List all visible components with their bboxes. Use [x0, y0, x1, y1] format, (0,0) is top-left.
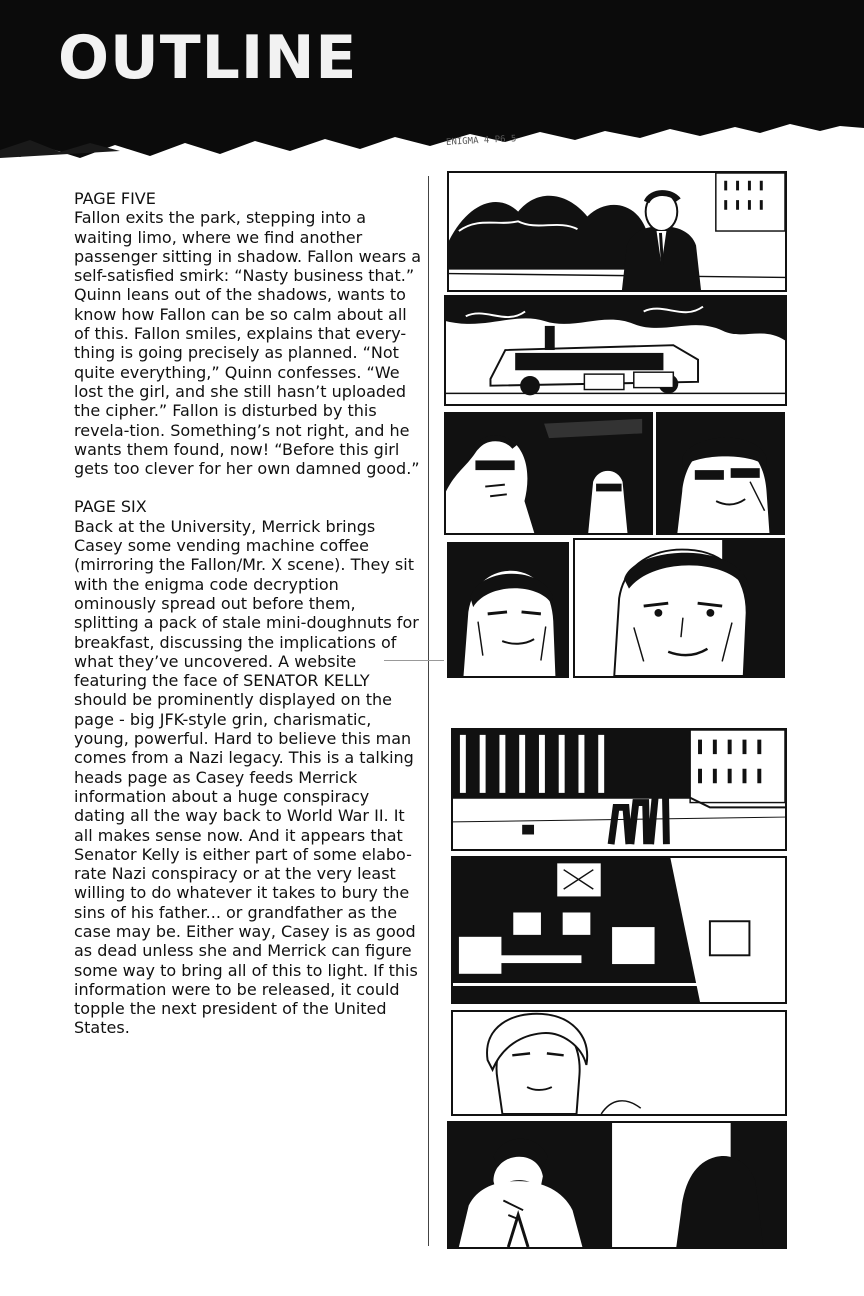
panel-computer-lab-art [453, 858, 785, 1002]
section-heading-page-five: PAGE FIVE [74, 189, 156, 208]
section-heading-page-six: PAGE SIX [74, 497, 147, 517]
panel-computer-lab [451, 856, 787, 1004]
header-band [0, 0, 864, 160]
panel-park-exit-art [449, 173, 785, 290]
panel-limo [444, 295, 787, 406]
section-body-page-five: Fallon exits the park, stepping into a waiting limo, where we find another passenger sitting in shadow. Fallon wears a self-satisfied smirk: “Nasty business that.” Quinn leans out of the shadows, wants to know how Fallon can be so calm about all of this. Fallon smiles, explains that every-thing is going precisely as planned. “Not quite everything,” Quinn confesses. “We lost the girl, and she still hasn’t uploaded the cipher.” Fallon is disturbed by this revela-tion. Something’s not right, and he wants them found, now! “Before this girl gets too clever for her own damned good.” [74, 208, 422, 479]
guide-mark [384, 660, 444, 661]
panel-park-exit [447, 171, 787, 292]
panel-casey-face [451, 1010, 787, 1116]
panel-merrick-silhouette [447, 1121, 787, 1249]
panel-university-art [453, 730, 785, 849]
panel-quinn-closeup-art [449, 544, 567, 676]
panel-university [451, 728, 787, 851]
panel-fallon-closeup-art [575, 540, 783, 676]
page-title: OUTLINE [58, 23, 358, 93]
panel-limo-art [446, 297, 785, 404]
panel-quinn-shadows [444, 412, 653, 535]
panel-fallon-sunglasses [656, 412, 785, 535]
panel-quinn-closeup [447, 542, 569, 678]
outline-text [74, 189, 424, 1038]
margin-note: ENIGMA 4 P6 5 [445, 134, 517, 148]
panel-casey-face-art [453, 1012, 785, 1114]
panel-fallon-closeup [573, 538, 785, 678]
panel-merrick-silhouette-art [449, 1123, 785, 1247]
panel-quinn-shadows-art [446, 414, 651, 533]
column-divider [428, 176, 429, 1246]
panel-fallon-sunglasses-art [658, 414, 783, 533]
section-body-page-six: Back at the University, Merrick brings Casey some vending machine coffee (mirroring the Fallon/Mr. X scene). They sit with the enigma code decryption ominously spread out before them, splitting a pack of stale mini-doughnuts for breakfast, discussing the implications of what they’ve uncovered. A website featuring the face of SENATOR KELLY should be prominently displayed on the page - big JFK-style grin, charismatic, young, powerful. Hard to believe this man comes from a Nazi legacy. This is a talking heads page as Casey feeds Merrick information about a huge conspiracy dating all the way back to World War II. It all makes sense now. And it appears that Senator Kelly is either part of some elabo-rate Nazi conspiracy or at the very least willing to do whatever it takes to bury the sins of his father... or grandfather as the case may be. Either way, Casey is as good as dead unless she and Merrick can figure some way to bring all of this to light. If this information were to be released, it could topple the next president of the United States. [74, 516, 419, 1038]
